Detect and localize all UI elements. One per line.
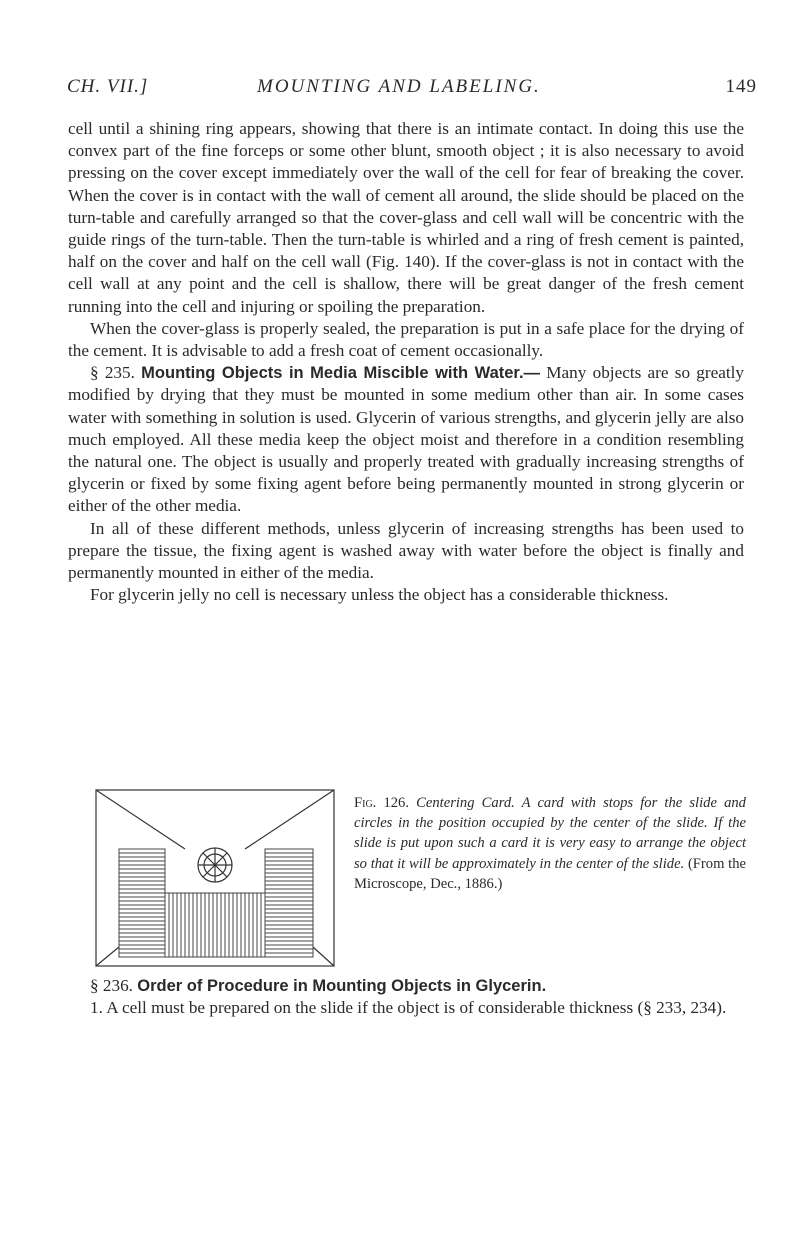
- page-header-title: MOUNTING AND LABELING.: [257, 76, 541, 97]
- paragraph: In all of these different methods, unless glycerin of increasing strengths has been used to prepare the tissue, the fixing agent is washed away with water before the object is finally and permanently mounted in either of the media.: [68, 518, 744, 583]
- running-head: [67, 76, 757, 104]
- section-heading: Order of Procedure in Mounting Objects in Glycerin.: [137, 977, 547, 995]
- page-number: 149: [725, 76, 757, 97]
- section-235: [68, 362, 744, 517]
- corner-stop-bottom-left: [96, 947, 119, 966]
- paragraph: For glycerin jelly no cell is necessary unless the object has a considerable thickness.: [90, 585, 669, 605]
- figure-caption: [354, 793, 746, 894]
- figure-title: Centering Card.: [416, 795, 515, 811]
- centering-card-figure: [95, 789, 335, 967]
- lower-text: [68, 975, 744, 1019]
- figure-label: Fig. 126.: [354, 795, 409, 811]
- figure-source: (From the Microscope, Dec., 1886.): [354, 855, 746, 892]
- section-heading: Mounting Objects in Media Miscible with Water.—: [141, 364, 541, 383]
- right-ruled-block: [265, 849, 313, 957]
- section-text: Many objects are so greatly modified by drying that they must be mounted in some medium other than air. In some cases water with something in solution is used. Glycerin of various strengths, and glycerin jelly are also much employed. All these media keep the object moist and therefore in a condition resembling the natural one. The object is usually and properly treated with gradually increasing strengths of glycerin or fixed by some fixing agent before being permanently mounted in strong glycerin or either of the other media.: [68, 363, 745, 516]
- body-text: [68, 118, 744, 606]
- figure-caption-text: A card with stops for the slide and circles in the position occupied by the center of the slide. If the slide is put upon such a card it is very easy to arrange the object so that it will be approximately in the center of the slide.: [354, 795, 746, 872]
- corner-stop-bottom-right: [313, 947, 334, 966]
- left-ruled-block: [119, 849, 165, 957]
- list-item: 1. A cell must be prepared on the slide if the object is of considerable thickness (§ 233, 234).: [90, 998, 727, 1018]
- centering-card-illustration: [95, 789, 335, 967]
- bottom-ruled-block: [165, 893, 265, 957]
- section-236: [68, 975, 744, 997]
- section-number: § 236.: [90, 976, 133, 995]
- corner-stop-top-right: [245, 790, 334, 849]
- paragraph: cell until a shining ring appears, showing that there is an intimate contact. In doing this use the convex part of the fine forceps or some other blunt, smooth object ; it is also necessary to avoid pressing on the cover except immediately over the wall of the cell for fear of breaking the cover. When the cover is in contact with the wall of cement all around, the slide should be placed on the turn-table and carefully arranged so that the cover-glass and cell wall will be concentric with the guide rings of the turn-table. Then the turn-table is whirled and a ring of fresh cement is painted, half on the cover and half on the cell wall (Fig. 140). If the cover-glass is not in contact with the cell wall at any point and the cell is shallow, there will be great danger of the fresh cement running into the cell and injuring or spoiling the preparation.: [68, 119, 744, 316]
- paragraph: When the cover-glass is properly sealed, the preparation is put in a safe place for the drying of the cement. It is advisable to add a fresh coat of cement occasionally.: [68, 318, 744, 361]
- chapter-label: CH. VII.]: [67, 76, 149, 97]
- corner-stop-top-left: [96, 790, 185, 849]
- section-number: § 235.: [90, 363, 135, 383]
